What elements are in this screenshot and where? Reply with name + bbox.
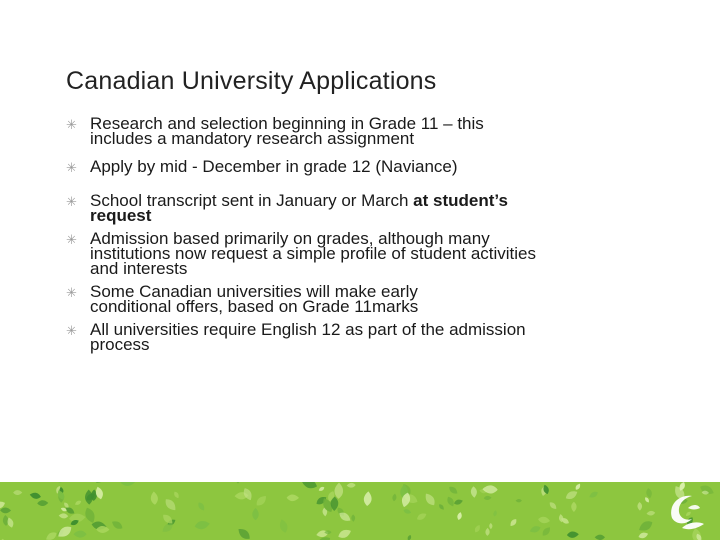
bullet-bold-line: request — [90, 206, 152, 225]
bullet-line: institutions now request a simple profile of student activities — [90, 244, 537, 263]
bullet-item — [66, 159, 626, 174]
bullet-line: conditional offers, based on Grade 11marks — [90, 297, 419, 316]
bullet-item — [66, 193, 626, 223]
asterisk-bullet-icon: ✳ — [66, 323, 77, 338]
bullet-line: and interests — [90, 259, 188, 278]
bullet-line: Some Canadian universities will make early — [90, 282, 418, 301]
bullet-line: Research and selection beginning in Grade 11 – this — [90, 114, 484, 133]
slide-title: Canadian University Applications — [66, 66, 437, 95]
bullet-item — [66, 284, 626, 314]
bullet-line — [90, 193, 626, 208]
bullet-item — [66, 116, 626, 146]
asterisk-bullet-icon: ✳ — [66, 194, 77, 209]
asterisk-bullet-icon: ✳ — [66, 117, 77, 132]
green-leaf-pattern — [0, 482, 720, 540]
asterisk-bullet-icon: ✳ — [66, 232, 77, 247]
bullet-line: Admission based primarily on grades, although many — [90, 229, 490, 248]
asterisk-bullet-icon: ✳ — [66, 285, 77, 300]
bullet-text: School transcript sent in January or March — [90, 191, 414, 210]
bullet-line: includes a mandatory research assignment — [90, 129, 415, 148]
leaf-swirl-logo-icon — [662, 488, 708, 534]
bullet-line: All universities require English 12 as part of the admission — [90, 320, 526, 339]
bullet-item — [66, 322, 626, 352]
asterisk-bullet-icon: ✳ — [66, 160, 77, 175]
bullet-line: Apply by mid - December in grade 12 (Naviance) — [90, 157, 458, 176]
footer-band — [0, 482, 720, 540]
bullet-list — [66, 116, 626, 352]
bullet-item — [66, 231, 626, 276]
bullet-line: process — [90, 335, 150, 354]
bullet-bold-text: at student’s — [413, 191, 508, 210]
